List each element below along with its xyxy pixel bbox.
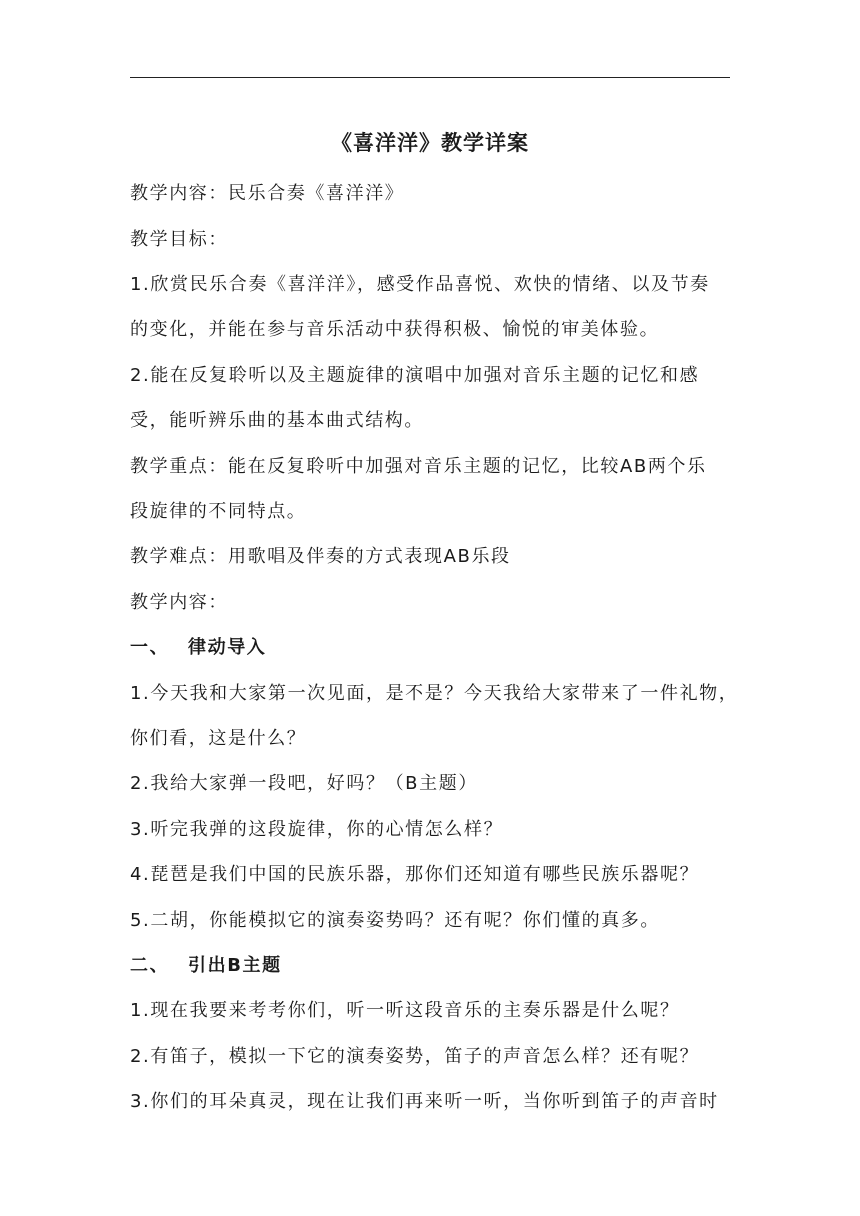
section-heading xyxy=(130,954,282,978)
text-line: 的变化，并能在参与音乐活动中获得积极、愉悦的审美体验。 xyxy=(130,319,660,340)
text-line: 教学重点：能在反复聆听中加强对音乐主题的记忆，比较AB两个乐 xyxy=(130,456,707,477)
text-line: 教学难点：用歌唱及伴奏的方式表现AB乐段 xyxy=(130,546,511,567)
list-item: 3.你们的耳朵真灵，现在让我们再来听一听，当你听到笛子的声音时 xyxy=(130,1091,719,1112)
document-title: 《喜洋洋》教学详案 xyxy=(331,131,529,155)
header-rule xyxy=(130,77,730,78)
section-title: 引出B主题 xyxy=(188,955,282,976)
list-item: 2.我给大家弹一段吧，好吗？（B主题） xyxy=(130,773,478,794)
text-line: 教学内容：民乐合奏《喜洋洋》 xyxy=(130,183,405,204)
text-line: 教学目标： xyxy=(130,229,228,250)
text-line: 2.能在反复聆听以及主题旋律的演唱中加强对音乐主题的记忆和感 xyxy=(130,365,700,386)
section-heading xyxy=(130,636,266,660)
text-line: 受，能听辨乐曲的基本曲式结构。 xyxy=(130,410,424,431)
text-line: 段旋律的不同特点。 xyxy=(130,501,307,522)
section-number: 二、 xyxy=(130,955,170,976)
list-item: 你们看，这是什么？ xyxy=(130,728,307,749)
list-item: 2.有笛子，模拟一下它的演奏姿势，笛子的声音怎么样？还有呢？ xyxy=(130,1046,700,1067)
section-title: 律动导入 xyxy=(188,637,267,658)
text-line: 1.欣赏民乐合奏《喜洋洋》，感受作品喜悦、欢快的情绪、以及节奏 xyxy=(130,274,710,295)
list-item: 4.琵琶是我们中国的民族乐器，那你们还知道有哪些民族乐器呢？ xyxy=(130,864,700,885)
list-item: 1.现在我要来考考你们，听一听这段音乐的主奏乐器是什么呢？ xyxy=(130,1000,680,1021)
text-line: 教学内容： xyxy=(130,592,228,613)
list-item: 1.今天我和大家第一次见面，是不是？今天我给大家带来了一件礼物， xyxy=(130,683,739,704)
list-item: 3.听完我弹的这段旋律，你的心情怎么样？ xyxy=(130,819,504,840)
section-number: 一、 xyxy=(130,637,170,658)
list-item: 5.二胡，你能模拟它的演奏姿势吗？还有呢？你们懂的真多。 xyxy=(130,910,660,931)
